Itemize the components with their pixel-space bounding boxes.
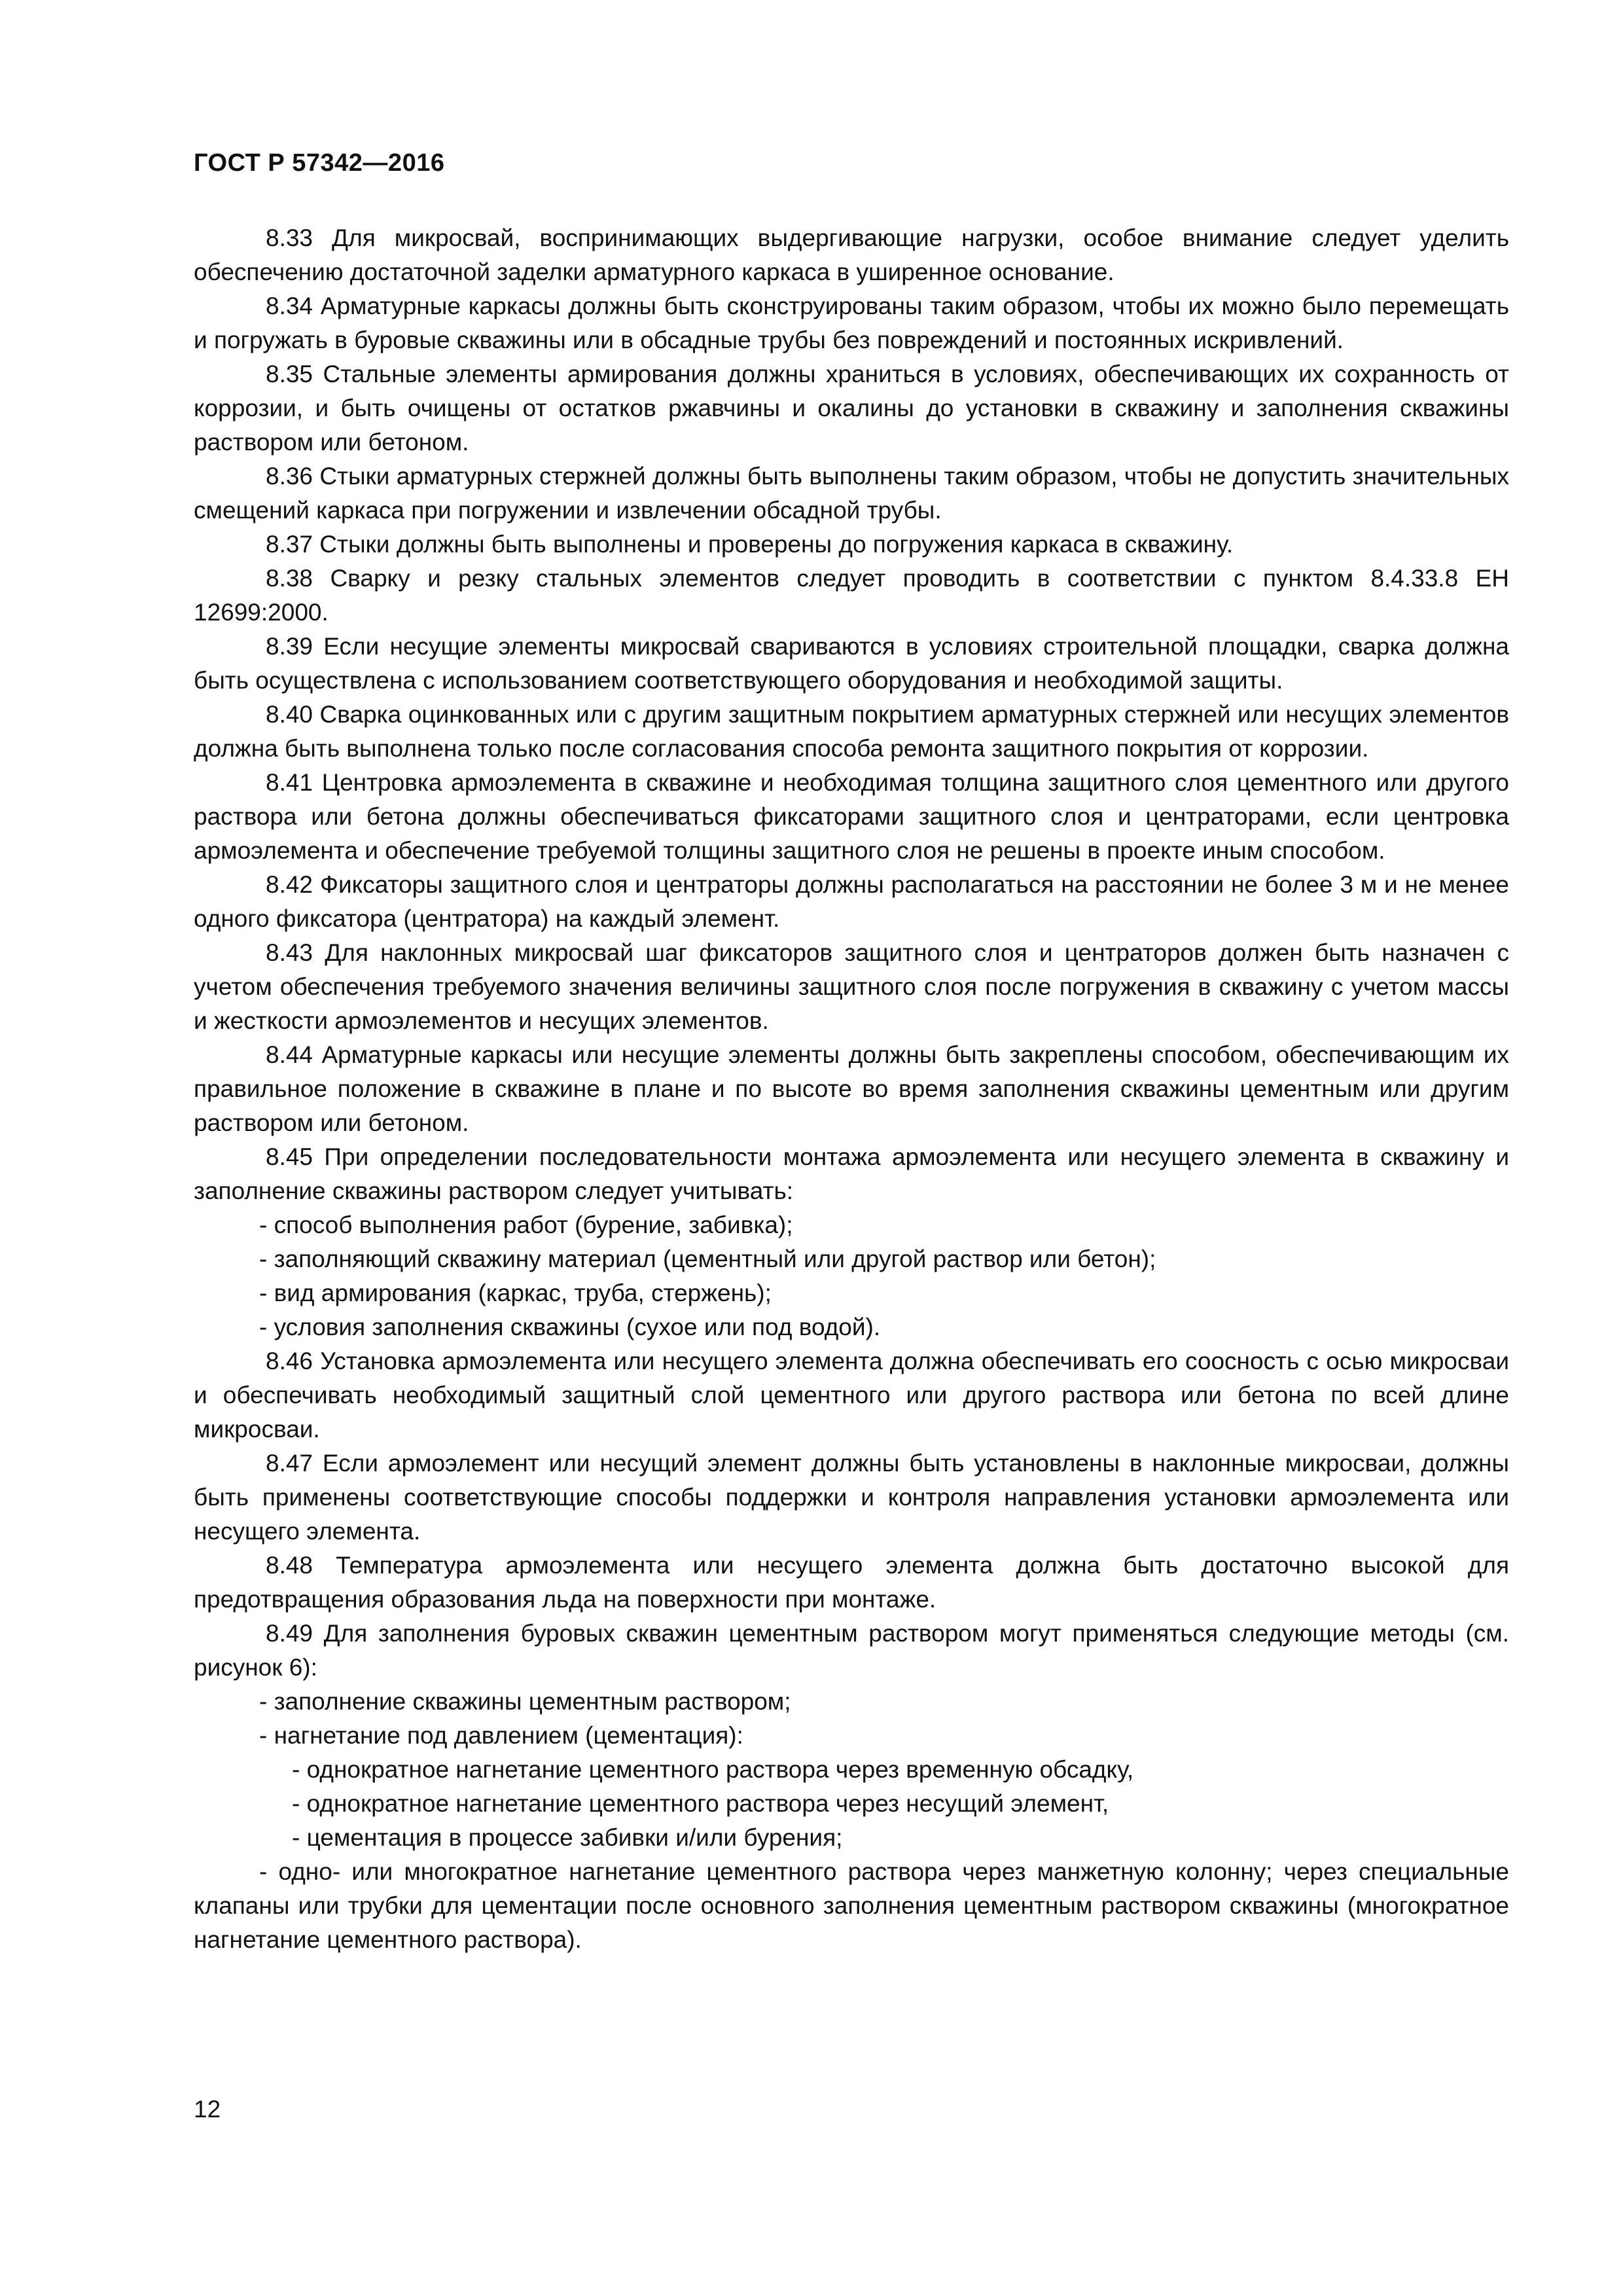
clause-8-38: 8.38 Сварку и резку стальных элементов следует проводить в соответствии с пунктом 8.4.33.8 ЕН 12699:2000. (194, 565, 1509, 626)
list-item: - условия заполнения скважины (сухое или под водой). (259, 1314, 881, 1340)
list-item: - способ выполнения работ (бурение, забивка); (259, 1211, 793, 1238)
clause-8-37: 8.37 Стыки должны быть выполнены и проверены до погружения каркаса в скважину. (266, 531, 1234, 558)
sub-list-item: - однократное нагнетание цементного раствора через временную обсадку, (292, 1756, 1134, 1783)
list-item: - вид армирования (каркас, труба, стержень); (259, 1280, 772, 1306)
clause-8-40: 8.40 Сварка оцинкованных или с другим защитным покрытием арматурных стержней или несущих элементов должна быть выполнена только после согласования способа ремонта защитного покрытия от коррозии. (194, 701, 1509, 762)
clause-8-43: 8.43 Для наклонных микросвай шаг фиксаторов защитного слоя и центраторов должен быть назначен с учетом обеспечения требуемого значения величины защитного слоя после погружения в скважину с учетом массы и жесткости армоэлементов и несущих элементов. (194, 939, 1509, 1034)
list-item: - заполнение скважины цементным раствором; (259, 1688, 791, 1715)
clause-8-49: 8.49 Для заполнения буровых скважин цементным раствором могут применяться следующие методы (см. рисунок 6): (194, 1620, 1509, 1681)
clause-8-48: 8.48 Температура армоэлемента или несущего элемента должна быть достаточно высокой для предотвращения образования льда на поверхности при монтаже. (194, 1552, 1509, 1613)
sub-list-item: - однократное нагнетание цементного раствора через несущий элемент, (292, 1790, 1109, 1817)
clause-8-35: 8.35 Стальные элементы армирования должны храниться в условиях, обеспечивающих их сохранность от коррозии, и быть очищены от остатков ржавчины и окалины до установки в скважину и заполнения скважины раствором или бетоном. (194, 361, 1509, 456)
clause-8-47: 8.47 Если армоэлемент или несущий элемент должны быть установлены в наклонные микросваи, должны быть применены соответствующие способы поддержки и контроля направления установки армоэлемента или несущего элемента. (194, 1450, 1509, 1545)
clause-8-46: 8.46 Установка армоэлемента или несущего элемента должна обеспечивать его соосность с осью микросваи и обеспечивать необходимый защитный слой цементного или другого раствора или бетона по всей длине микросваи. (194, 1348, 1509, 1443)
clause-8-36: 8.36 Стыки арматурных стержней должны быть выполнены таким образом, чтобы не допустить значительных смещений каркаса при погружении и извлечении обсадной трубы. (194, 463, 1509, 524)
clause-8-39: 8.39 Если несущие элементы микросвай свариваются в условиях строительной площадки, сварка должна быть осуществлена с использованием соответствующего оборудования и необходимой защиты. (194, 633, 1509, 694)
document-header: ГОСТ Р 57342—2016 (194, 149, 445, 177)
sub-list-item: - цементация в процессе забивки и/или бурения; (292, 1824, 843, 1851)
document-body (194, 221, 1509, 1957)
list-item-last: - одно- или многократное нагнетание цементного раствора через манжетную колонну; через специальные клапаны или трубки для цементации после основного заполнения цементным раствором скважины (многократное нагнетание цементного раствора). (194, 1858, 1509, 1953)
clause-8-45: 8.45 При определении последовательности монтажа армоэлемента или несущего элемента в скважину и заполнение скважины раствором следует учитывать: (194, 1143, 1509, 1204)
clause-8-34: 8.34 Арматурные каркасы должны быть сконструированы таким образом, чтобы их можно было перемещать и погружать в буровые скважины или в обсадные трубы без повреждений и постоянных искривлений. (194, 293, 1509, 353)
page-number: 12 (194, 2096, 221, 2123)
clause-8-42: 8.42 Фиксаторы защитного слоя и центраторы должны располагаться на расстоянии не более 3 м и не менее одного фиксатора (центратора) на каждый элемент. (194, 871, 1509, 932)
list-item: - нагнетание под давлением (цементация): (259, 1722, 743, 1749)
clause-8-44: 8.44 Арматурные каркасы или несущие элементы должны быть закреплены способом, обеспечивающим их правильное положение в скважине в плане и по высоте во время заполнения скважины цементным или другим раствором или бетоном. (194, 1041, 1509, 1136)
list-item: - заполняющий скважину материал (цементный или другой раствор или бетон); (259, 1246, 1156, 1272)
clause-8-41: 8.41 Центровка армоэлемента в скважине и необходимая толщина защитного слоя цементного или другого раствора или бетона должны обеспечиваться фиксаторами защитного слоя и центраторами, если центровка армоэлемента и обеспечение требуемой толщины защитного слоя не решены в проекте иным способом. (194, 769, 1509, 864)
clause-8-33: 8.33 Для микросвай, воспринимающих выдергивающие нагрузки, особое внимание следует уделить обеспечению достаточной заделки арматурного каркаса в уширенное основание. (194, 224, 1509, 285)
